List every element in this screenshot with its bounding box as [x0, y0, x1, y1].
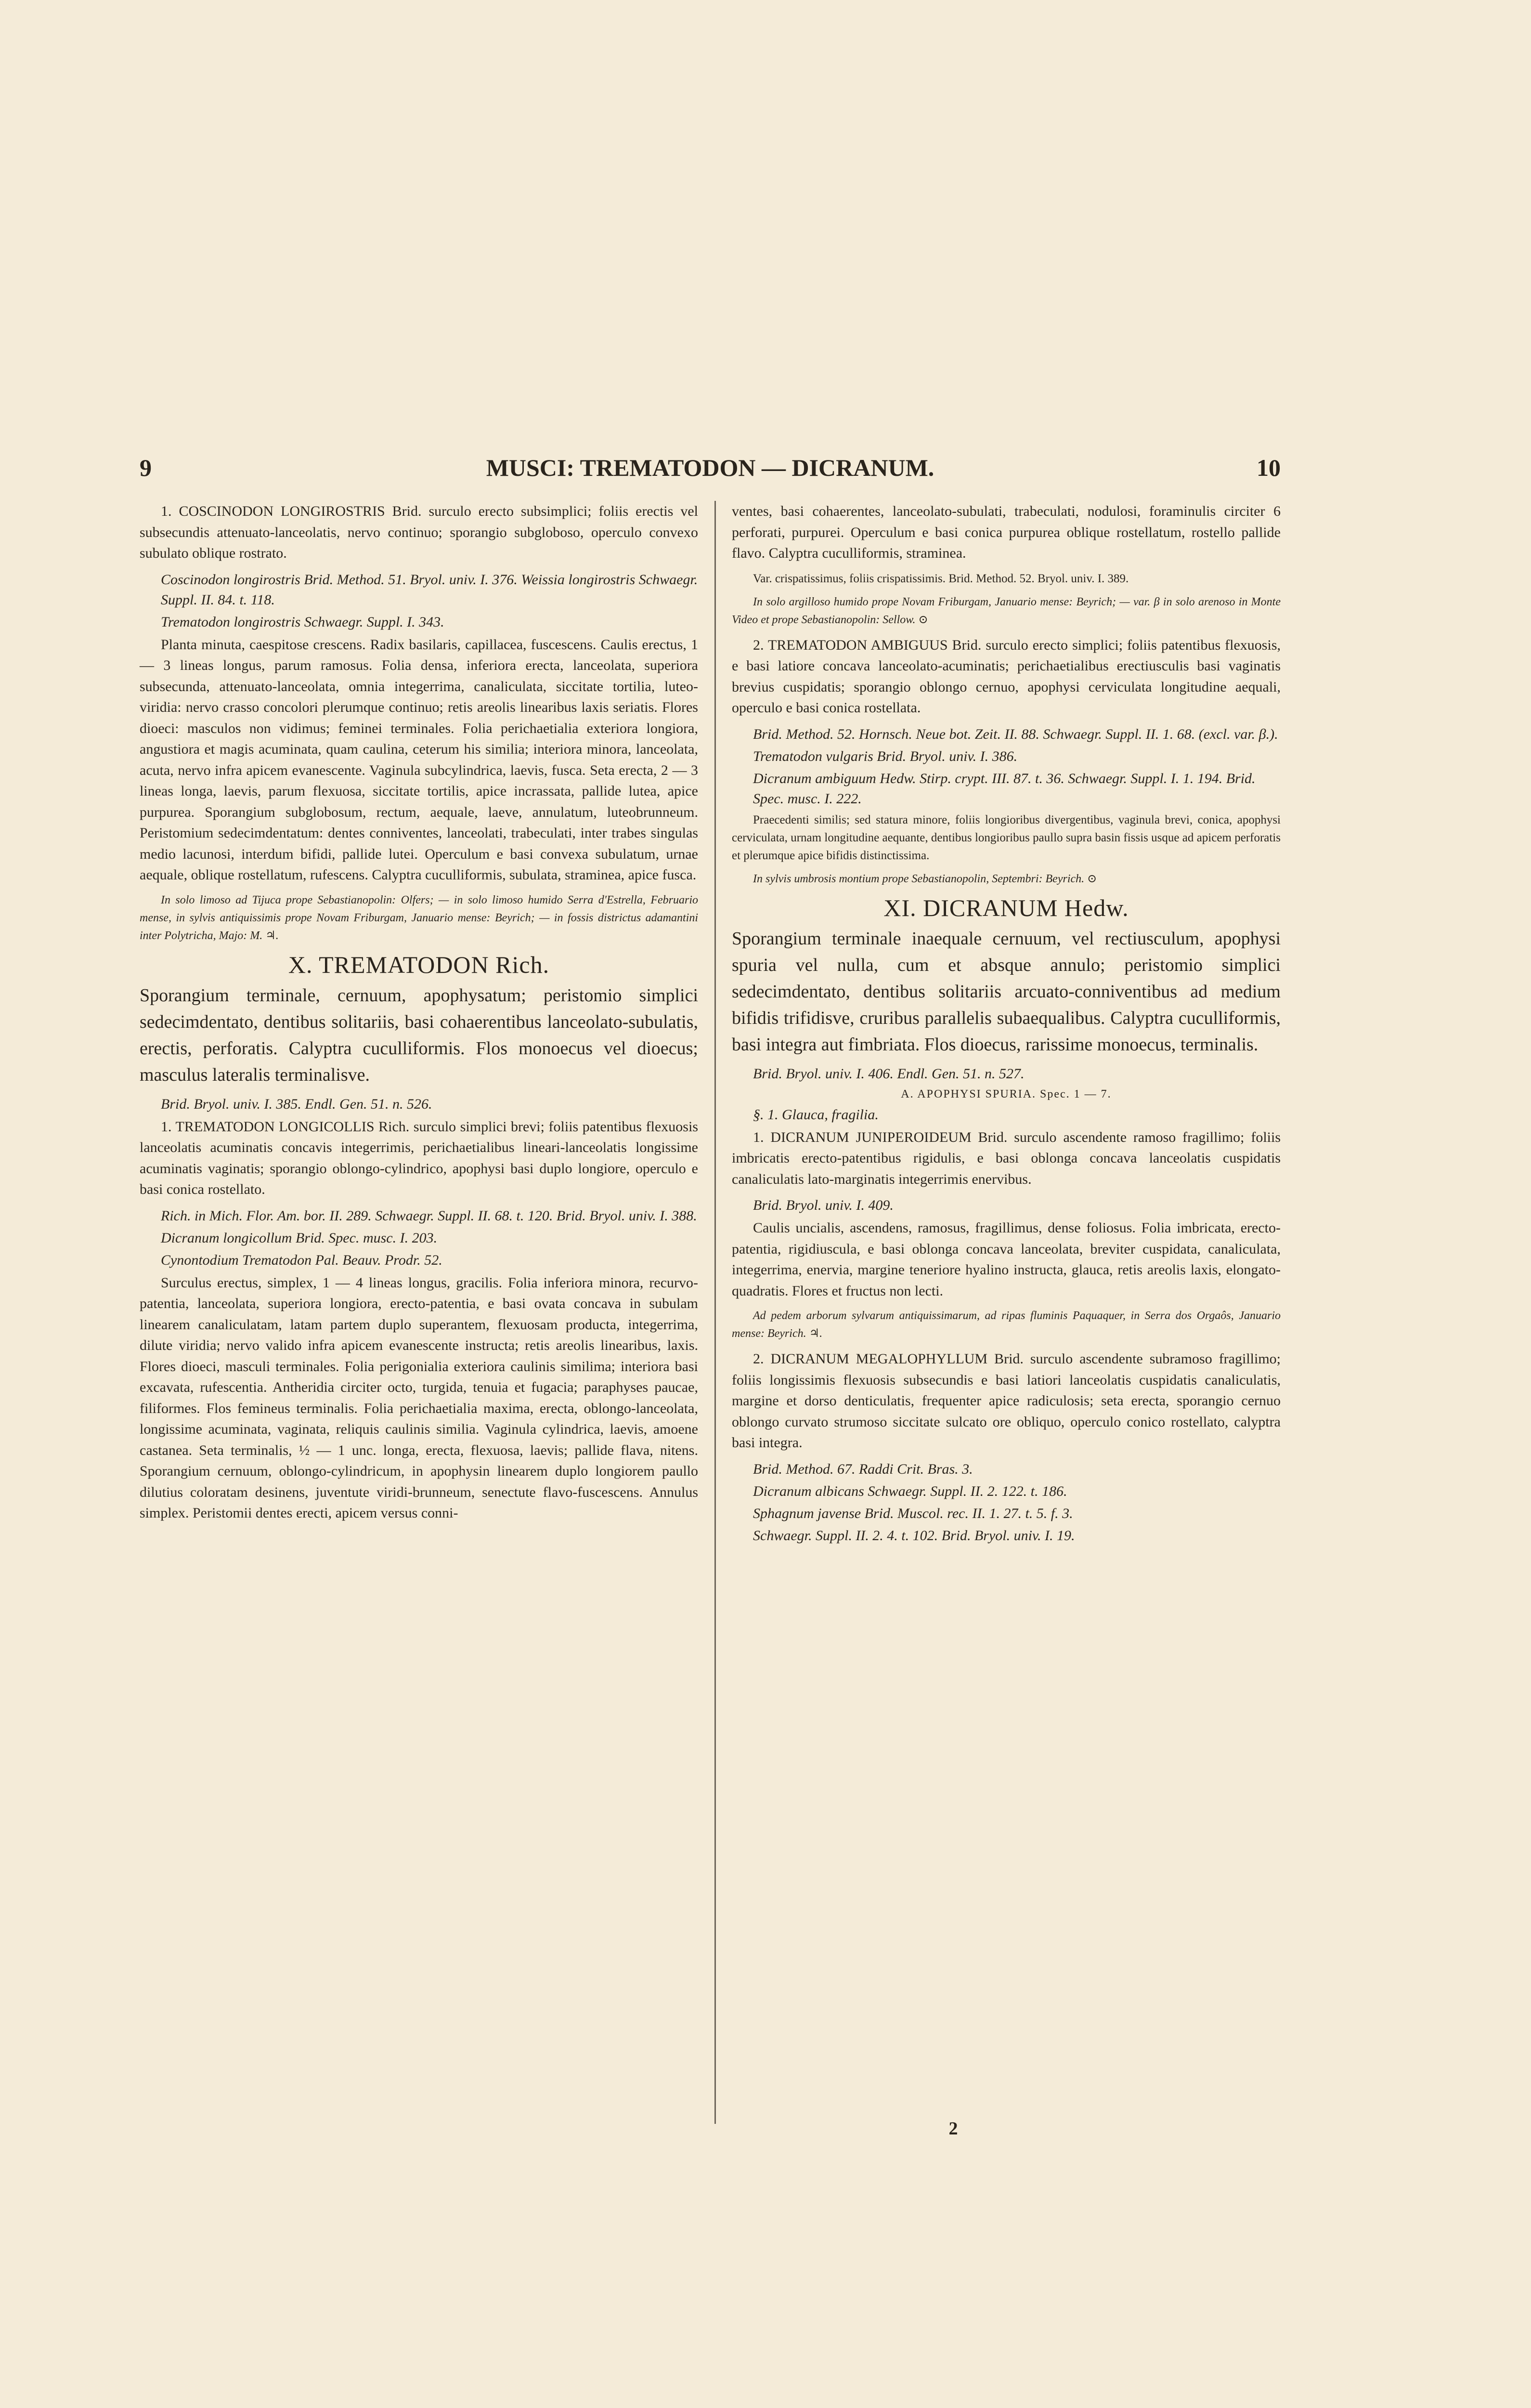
synonym-citation: Rich. in Mich. Flor. Am. bor. II. 289. Schwaegr. Suppl. II. 68. t. 120. Brid. Bryol. univ. I. 388.	[161, 1207, 697, 1224]
genus-diagnosis: Sporangium terminale, cernuum, apophysatum; peristomio simplici sedecimdentato, dentibus solitariis, basi cohaerentibus lanceolato-subulatis, erectis, perforatis. Calyptra cuculliformis. Flos monoecus vel dioecus; masculus lateralis terminalisve.	[140, 985, 698, 1085]
synonym-citation: Brid. Method. 67. Raddi Crit. Bras. 3.	[753, 1461, 973, 1477]
synonym-citation: Dicranum longicollum Brid. Spec. musc. I. 203.	[161, 1230, 438, 1246]
synonym-citation: Cynontodium Trematodon Pal. Beauv. Prodr. 52.	[161, 1252, 442, 1268]
synonym-citation: Brid. Method. 52. Hornsch. Neue bot. Zeit. II. 88. Schwaegr. Suppl. II. 1. 68. (excl. var. β.).	[753, 726, 1278, 742]
genus-diagnosis: Sporangium terminale inaequale cernuum, vel rectiusculum, apophysi spuria vel nulla, cum et absque annulo; peristomio simplici sedecimdentato, dentibus solitariis arcuato-conniventibus ad medium bifidis trifidisve, cruribus parallelis subaequalibus. Calyptra cuculliformis, basi integra aut fimbriata. Flos dioecus, rarissime monoecus, terminalis.	[732, 928, 1281, 1055]
locality-note: In sylvis umbrosis montium prope Sebastianopolin, Septembri: Beyrich. ⊙	[753, 872, 1097, 885]
species-diagnosis: 1. DICRANUM JUNIPEROIDEUM Brid. surculo ascendente ramoso fragillimo; foliis imbricatis erecto-patentibus rigidulis, e basi oblonga concava lanceolatis cuspidatis canaliculatis lato-marginatis integerrimis enervibus.	[732, 1129, 1281, 1187]
genus-heading: XI. DICRANUM Hedw.	[883, 894, 1129, 921]
synonym-citation: Schwaegr. Suppl. II. 2. 4. t. 102. Brid. Bryol. univ. I. 19.	[753, 1527, 1075, 1544]
species-description: ventes, basi cohaerentes, lanceolato-subulati, trabeculati, nodulosi, foraminulis circiter 6 perforati, purpurei. Operculum e basi conica purpurea oblique rostellatum, rostello pallide flavo. Calyptra cuculliformis, straminea.	[732, 503, 1281, 561]
locality-note: In solo limoso ad Tijuca prope Sebastianopolin: Olfers; — in solo limoso humido Serra d'Estrella, Februario mense, in sylvis antiquissimis prope Novam Friburgam, Januario mense: Beyrich; — in fossis districtus adamantini inter Polytricha, Majo: M. ♃.	[140, 893, 698, 942]
synonym-citation: Dicranum ambiguum Hedw. Stirp. crypt. III. 87. t. 36. Schwaegr. Suppl. I. 1. 194. Brid. Spec. musc. I. 222.	[753, 770, 1256, 807]
page-number-right: 10	[1257, 454, 1281, 481]
synonym-citation: Trematodon vulgaris Brid. Bryol. univ. I. 386.	[753, 748, 1018, 764]
species-description: Surculus erectus, simplex, 1 — 4 lineas longus, gracilis. Folia inferiora minora, recurvo-patentia, lanceolata, superiora longiora, erecto-patentia, e basi ovata concava in subulam linearem canaliculatam, latam partem duplo superantem, flexuosam producta, integerrima, dilute viridia; nervo valido infra apicem evanescente instructa; retis areolis linearibus, laxis. Flores dioeci, masculi terminales. Folia perigonialia exteriora caulinis similima; interiora basi excavata, rufescentia. Antheridia circiter octo, turgida, tenuia et fugacia; paraphyses paucae, filiformes. Flos femineus terminalis. Folia perichaetialia maxima, erecta, oblongo-lanceolata, longissime acuminata, vaginata, reliquis caulinis similia. Vaginula cylindrica, laevis, amoene castanea. Seta terminalis, ½ — 1 unc. longa, erecta, flexuosa, laevis; pallide flava, nitens. Sporangium cernuum, oblongo-cylindricum, in apophysin linearem duplo longiorem paullo dilutius coloratam desinens, juventute viridi-brunneum, senectute flavo-fuscescens. Annulus simplex. Peristomii dentes erecti, apicem versus conni-	[140, 1274, 698, 1521]
genus-citation: Brid. Bryol. univ. I. 385. Endl. Gen. 51. n. 526.	[161, 1096, 432, 1112]
species-diagnosis: 1. COSCINODON LONGIROSTRIS Brid. surculo erecto subsimplici; foliis erectis vel subsecundis attenuato-lanceolatis, nervo continuo; sporangio subgloboso, operculo convexo subulato oblique rostrato.	[140, 503, 698, 561]
running-title: MUSCI: TREMATODON — DICRANUM.	[486, 454, 934, 481]
synonym-citation: Dicranum albicans Schwaegr. Suppl. II. 2. 122. t. 186.	[753, 1483, 1067, 1499]
synonym-citation: Sphagnum javense Brid. Muscol. rec. II. 1. 27. t. 5. f. 3.	[753, 1505, 1073, 1521]
subgenus-heading: A. APOPHYSI SPURIA. Spec. 1 — 7.	[901, 1087, 1112, 1100]
synonym-citation: Coscinodon longirostris Brid. Method. 51. Bryol. univ. I. 376. Weissia longirostris Schwaegr. Suppl. II. 84. t. 118.	[161, 571, 698, 608]
left-column	[140, 501, 698, 1530]
species-diagnosis: 2. TREMATODON AMBIGUUS Brid. surculo erecto simplici; foliis patentibus flexuosis, e basi latiore concava lanceolato-acuminatis; perichaetialibus erectiusculis basi vaginatis brevius cuspidatis; sporangio oblongo cernuo, apophysi cerviculata longitudine aequali, operculo e basi conica rostellata.	[732, 637, 1281, 716]
genus-citation: Brid. Bryol. univ. I. 406. Endl. Gen. 51. n. 527.	[753, 1065, 1025, 1082]
synonym-citation: Trematodon longirostris Schwaegr. Suppl. I. 343.	[161, 614, 444, 630]
species-description: Caulis uncialis, ascendens, ramosus, fragillimus, dense foliosus. Folia imbricata, erecto-patentia, rigidiuscula, e basi oblonga concava lanceolata, breviter cuspidata, canaliculata, integerrima, enervia, margine teneriore hyalino instructa, glauca, retis areolis laxis, elongato-quadratis. Flores et fructus non lecti.	[732, 1220, 1281, 1299]
right-column	[732, 501, 1281, 1548]
species-diagnosis: 2. DICRANUM MEGALOPHYLLUM Brid. surculo ascendente subramoso fragillimo; foliis longissimis flexuosis subsecundis e basi latiori lanceolatis cuspidatis canaliculatis, margine et dorso denticulatis, frequenter apice radiculosis; seta erecta, sporangio cernuo oblongo curvato strumoso siccitate sulcato ore obliquo, operculo conico rostellato, calyptra basi integra.	[732, 1351, 1281, 1451]
running-header	[140, 454, 1281, 487]
section-heading: §. 1. Glauca, fragilia.	[753, 1106, 879, 1123]
variety-note: Var. crispatissimus, foliis crispatissimis. Brid. Method. 52. Bryol. univ. I. 389.	[753, 572, 1129, 585]
page-number-left: 9	[140, 454, 152, 481]
species-diagnosis: 1. TREMATODON LONGICOLLIS Rich. surculo simplici brevi; foliis patentibus flexuosis lanceolatis acuminatis concavis integerrimis, perichaetialibus lineari-lanceolatis longissime acuminatis vaginatis; sporangio oblongo-cylindrico, apophysi basi duplo longiore, operculo e basi conica rostellato.	[140, 1118, 698, 1197]
locality-note: Ad pedem arborum sylvarum antiquissimarum, ad ripas fluminis Paquaquer, in Serra dos Orgaôs, Januario mense: Beyrich. ♃.	[732, 1309, 1281, 1340]
comparison-note: Praecedenti similis; sed statura minore, foliis longioribus divergentibus, vaginula brevi, conica, apophysi cerviculata, urnam longitudine aequante, dentibus longioribus paullo supra basin fissis usque ad apicem perforatis et plerumque apice bifidis distinctissima.	[732, 813, 1281, 862]
column-divider	[714, 501, 716, 2124]
locality-note: In solo argilloso humido prope Novam Friburgam, Januario mense: Beyrich; — var. β in solo arenoso in Monte Video et prope Sebastianopolin: Sellow. ⊙	[732, 595, 1281, 626]
synonym-citation: Brid. Bryol. univ. I. 409.	[753, 1197, 894, 1213]
species-description: Planta minuta, caespitose crescens. Radix basilaris, capillacea, fuscescens. Caulis erectus, 1 — 3 lineas longus, parum ramosus. Folia densa, inferiora erecta, lanceolata, superiora subsecunda, attenuato-lanceolata, omnia integerrima, canaliculata, siccitate tortilia, luteo-viridia: nervo crasso concolori plerumque continuo; retis areolis linearibus laxis seriatis. Flores dioeci: masculos non vidimus; feminei terminales. Folia perichaetialia exteriora longiora, angustiora et magis acuminata, quam caulina, ceterum his similia; interiora minora, lanceolata, acuta, nervo infra apicem evanescente. Vaginula subcylindrica, laevis, fusca. Seta erecta, 2 — 3 lineas longa, laevis, parum flexuosa, siccitate tortilis, apice incrassata, pallide lutea, apice purpurea. Sporangium subglobosum, rectum, aequale, laeve, annulatum, luteobrunneum. Peristomium sedecimdentatum: dentes conniventes, lanceolati, trabeculati, inter trabes singulas medio lacunosi, interdum bifidi, pallide lutei. Operculum e basi convexa subulatum, urnae aequale, oblique rostellatum, rufescens. Calyptra cuculliformis, subulata, straminea, apice fusca.	[140, 636, 698, 883]
signature-mark: 2	[948, 2119, 958, 2139]
genus-heading: X. TREMATODON Rich.	[288, 951, 550, 978]
